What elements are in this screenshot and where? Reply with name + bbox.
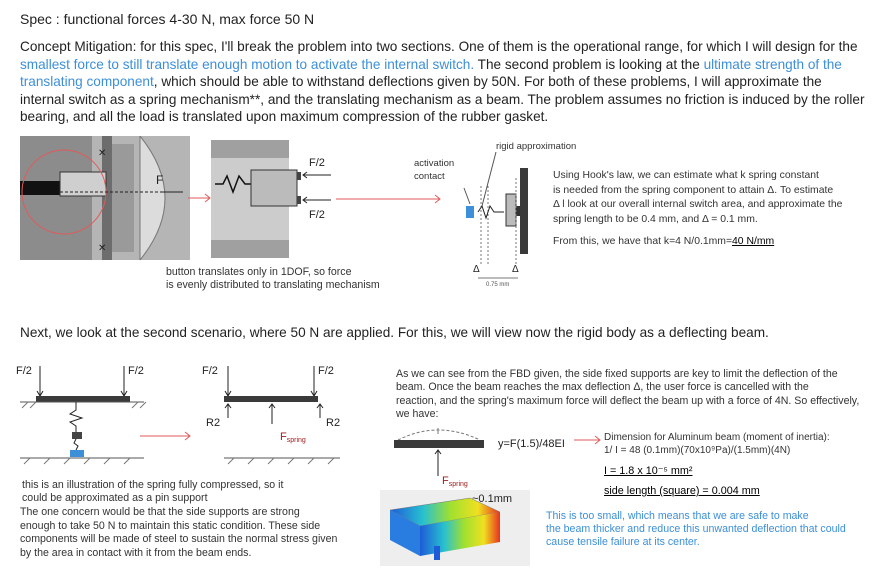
fspring-label-2: Fspring	[442, 475, 468, 488]
svg-text:✕: ✕	[98, 243, 107, 254]
activation-contact-label: activation contact	[414, 158, 455, 182]
fea-label: ~0.1mm	[472, 493, 513, 505]
fig3a-f-half-left: F/2	[16, 365, 32, 377]
next-section-heading: Next, we look at the second scenario, where 50 N are applied. For this, we will view now the rigid body as a deflecting beam.	[20, 325, 769, 340]
hooke-paragraph: Using Hook's law, we can estimate what k spring constant is needed from the spring component to attain Δ. To estimate Δ l look at our overall internal switch area, and approximate the spring length to be 0.4 mm, and Δ = 0.1 mm. From this, we have that k=4 N/0.1mm=40 N/mm	[553, 170, 843, 248]
dimension-block: Dimension for Aluminum beam (moment of inertia): 1/ I = 48 (0.1mm)(70x10⁹Pa)/(1.5mm)(4N)	[604, 432, 830, 456]
concept-label: Concept Mitigation	[20, 39, 133, 54]
fig1-force-label: F	[156, 173, 164, 187]
fig3b-f-half-left: F/2	[202, 365, 218, 377]
r2-left: R2	[206, 417, 221, 429]
conclusion-paragraph: This is too small, which means that we are safe to make the beam thicker and reduce this unwanted deflection that could cause tensile failure at its center.	[546, 510, 846, 549]
zoom-mechanism-figure	[211, 140, 333, 260]
concept-paragraph: Concept Mitigation: for this spec, I'll break the problem into two sections. One of them is the operational range, for which I will design for the smallest force to still translate enough motion to activate the internal switch. The second problem is looking at the ultimate strength of the translating component, which should be able to withstand deflections given by 50N. For both of these problems, I will approximate the internal switch as a spring mechanism**, and the translating mechanism as a beam. The problem assumes no friction is induced by the roller bearing, and all the load is translated upon maximum compression of the rubber gasket.	[20, 39, 865, 125]
r2-right: R2	[326, 417, 341, 429]
concern-paragraph: The one concern would be that the side supports are strong enough to take 50 N to maintain this static condition. These side components will be made of steel to sustain the normal stress given by the area in contact with it from the beam ends.	[20, 506, 338, 559]
fig3a-f-half-right: F/2	[128, 365, 144, 377]
deflection-equation: y=F(1.5)/48EI	[498, 438, 565, 450]
dim-label: 0.75 mm	[486, 282, 510, 288]
svg-text:✕: ✕	[98, 148, 107, 159]
highlight-ultimate-strength: ultimate strength of the translating component	[20, 56, 842, 90]
spring-constant-result: 40 N/mm	[732, 236, 775, 248]
moment-of-inertia-result: I = 1.8 x 10⁻⁵ mm²	[604, 465, 693, 477]
red-arrow-4	[574, 434, 604, 446]
fig3b-f-half-right: F/2	[318, 365, 334, 377]
fig1-caption: button translates only in 1DOF, so force is evenly distributed to translating mechanism	[166, 266, 380, 292]
fbd-paragraph: As we can see from the FBD given, the side fixed supports are key to limit the deflection of the beam. Once the beam reaches the max deflection Δ, the user force is cancelled with the reaction, and the spring's maximum force will deflect the beam up with a force of 4N. So effectively, we have:	[396, 368, 860, 421]
spring-note: this is an illustration of the spring fully compressed, so it could be approximated as a pin support	[22, 479, 284, 504]
delta-right: Δ	[512, 264, 519, 275]
delta-left: Δ	[473, 264, 480, 275]
rigid-approx-figure	[456, 146, 540, 288]
fea-deflection-image	[380, 490, 530, 566]
spec-line: Spec : functional forces 4-30 N, max force 50 N	[20, 11, 315, 27]
beam-fbd-figure	[200, 360, 350, 472]
beam-spring-figure	[14, 360, 154, 472]
deflection-beam-figure	[390, 424, 490, 488]
red-arrow-3	[140, 430, 194, 442]
side-length-result: side length (square) = 0.004 mm	[604, 485, 760, 497]
highlight-smallest-force: smallest force to still translate enough motion to activate the internal switch.	[20, 56, 475, 72]
fig1b-f-half-bottom: F/2	[309, 209, 325, 221]
fspring-label-1: Fspring	[280, 431, 306, 444]
fig1b-f-half-top: F/2	[309, 157, 325, 169]
rigid-approx-label: rigid approximation	[496, 141, 577, 152]
section-view-figure	[20, 136, 190, 260]
red-arrow-2	[336, 193, 444, 205]
